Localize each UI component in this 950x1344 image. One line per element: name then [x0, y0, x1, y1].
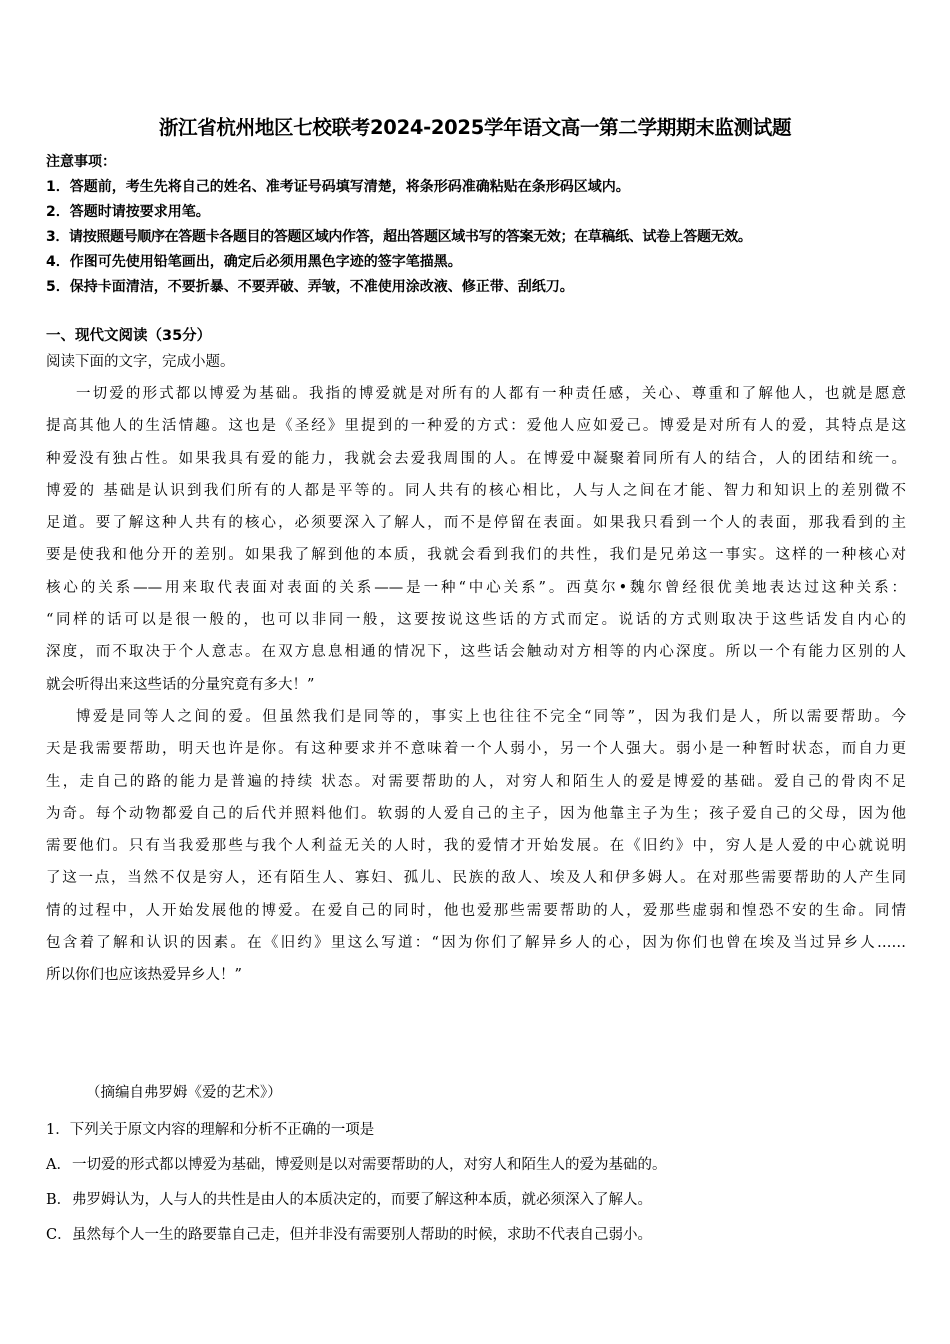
- notice-item: 4．作图可先使用铅笔画出，确定后必须用黑色字迹的签字笔描黑。: [46, 254, 462, 270]
- question-1: [46, 1113, 906, 1253]
- reading-passage: [46, 378, 906, 992]
- passage-line: 所以你们也应该热爱异乡人！”: [46, 967, 242, 984]
- question-stem: 1．下列关于原文内容的理解和分析不正确的一项是: [46, 1122, 375, 1138]
- option-b: [46, 1183, 906, 1218]
- passage-line: 生，走自己的路的能力是普遍的持续 状态。对需要帮助的人，对穷人和陌生人的爱是博爱的基础。爱自己的骨肉不足: [46, 773, 906, 790]
- section-heading: 一、现代文阅读（35分）: [46, 328, 212, 344]
- option-text: 弗罗姆认为，人与人的共性是由人的本质决定的，而要了解这种本质，就必须深入了解人。: [72, 1192, 652, 1208]
- passage-line: 需要他们。只有当我爱那些与我个人利益无关的人时，我的爱情才开始发展。在《旧约》中，穷人是人爱的中心就说明: [46, 838, 906, 855]
- notice-block: [46, 150, 916, 300]
- passage-line: 要是使我和他分开的差别。如果我了解到他的本质，我就会看到我们的共性，我们是兄弟这一事实。这样的一种核心对: [46, 547, 906, 564]
- passage-line: 种爱没有独占性。如果我具有爱的能力，我就会去爱我周围的人。在博爱中凝聚着同所有人的结合，人的团结和统一。: [46, 450, 906, 467]
- passage-line: 就会听得出来这些话的分量究竟有多大！”: [46, 676, 315, 693]
- passage-line: 核心的关系——用来取代表面对表面的关系——是一种“中心关系”。西莫尔•魏尔曾经很优美地表达过这种关系：: [46, 579, 906, 596]
- passage-source: （摘编自弗罗姆《爱的艺术》）: [86, 1085, 282, 1101]
- option-text: 一切爱的形式都以博爱为基础，博爱则是以对需要帮助的人，对穷人和陌生人的爱为基础的。: [72, 1157, 667, 1173]
- notice-item: 5．保持卡面清洁，不要折暴、不要弄破、弄皱，不准使用涂改液、修正带、刮纸刀。: [46, 279, 574, 295]
- passage-line: 为奇。每个动物都爱自己的后代并照料他们。软弱的人爱自己的主子，因为他靠主子为生；孩子爱自己的父母，因为他: [46, 805, 906, 822]
- passage-line: 提高其他人的生活情趣。这也是《圣经》里提到的一种爱的方式：爱他人应如爱己。博爱是对所有人的爱，其特点是这: [46, 418, 906, 435]
- notice-item: 3．请按照题号顺序在答题卡各题目的答题区域内作答，超出答题区域书写的答案无效；在草稿纸、试卷上答题无效。: [46, 229, 752, 245]
- passage-line: 博爱的 基础是认识到我们所有的人都是平等的。同人共有的核心相比，人与人之间在才能、智力和知识上的差别微不: [46, 482, 906, 499]
- notice-item: 1．答题前，考生先将自己的姓名、准考证号码填写清楚，将条形码准确粘贴在条形码区域内。: [46, 179, 630, 195]
- passage-line: 情的过程中，人开始发展他的博爱。在爱自己的同时，他也爱那些需要帮助的人，爱那些虚弱和惶恐不安的生命。同情: [46, 902, 906, 919]
- passage-line: 包含着了解和认识的因素。在《旧约》里这么写道：“因为你们了解异乡人的心，因为你们也曾在埃及当过异乡人……: [46, 935, 906, 952]
- notice-item: 2．答题时请按要求用笔。: [46, 204, 210, 220]
- option-text: 虽然每个人一生的路要靠自己走，但并非没有需要别人帮助的时候，求助不代表自己弱小。: [72, 1227, 652, 1243]
- page-title: 浙江省杭州地区七校联考2024-2025学年语文高一第二学期期末监测试题: [158, 116, 792, 139]
- option-letter: C．: [46, 1227, 72, 1243]
- option-c: [46, 1218, 906, 1253]
- passage-line: 了这一点，当然不仅是穷人，还有陌生人、寡妇、孤儿、民族的敌人、埃及人和伊多姆人。在对那些需要帮助的人产生同: [46, 870, 906, 887]
- option-letter: A．: [46, 1157, 71, 1173]
- passage-line: 一切爱的形式都以博爱为基础。我指的博爱就是对所有的人都有一种责任感，关心、尊重和了解他人，也就是愿意: [76, 386, 906, 402]
- passage-line: 足道。要了解这种人共有的核心，必须要深入了解人，而不是停留在表面。如果我只看到一个人的表面，那我看到的主: [46, 515, 906, 532]
- section-header: [46, 323, 235, 375]
- notice-heading: 注意事项：: [46, 154, 116, 170]
- section-instruction: 阅读下面的文字，完成小题。: [46, 354, 235, 370]
- option-letter: B．: [46, 1192, 72, 1208]
- passage-line: 天是我需要帮助，明天也许是你。有这种要求并不意味着一个人弱小，另一个人强大。弱小是一种暂时状态，而自力更: [46, 741, 906, 758]
- passage-line: 博爱是同等人之间的爱。但虽然我们是同等的，事实上也往往不完全“同等”，因为我们是人，所以需要帮助。今: [76, 708, 906, 725]
- option-a: [46, 1148, 906, 1183]
- passage-line: “同样的话可以是很一般的，也可以非同一般，这要按说这些话的方式而定。说话的方式则取决于这些话发自内心的: [46, 612, 906, 629]
- passage-line: 深度，而不取决于个人意志。在双方息息相通的情况下，这些话会触动对方相等的内心深度。所以一个有能力区别的人: [46, 644, 906, 661]
